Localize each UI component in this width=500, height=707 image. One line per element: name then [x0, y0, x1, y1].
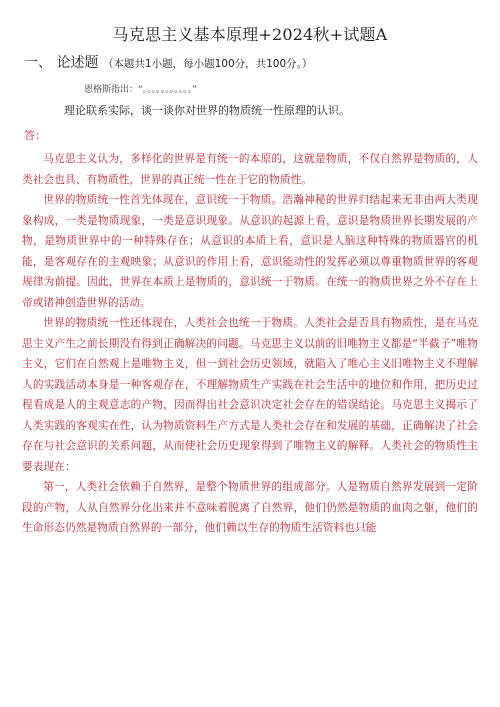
section-number: 一、: [24, 55, 52, 71]
document-title: 马克思主义基本原理+2024秋+试题A: [112, 25, 388, 44]
section-note: （本题共1小题，每小题100分，共100分。）: [102, 58, 313, 70]
answer-label: 答：: [24, 129, 46, 142]
question-text: 理论联系实际，谈一谈你对世界的物质统一性原理的认识。: [64, 104, 350, 117]
section-name: 论述题: [56, 55, 99, 71]
answer-paragraph-2: 世界的物质统一性首先体现在，意识统一于物质。浩瀚神秘的世界归结起来无非由两大类现象构成，一类是物质现象，一类是意识现象。从意识的起源上看，意识是物质世界长期发展的产物，是物质世界中的一种特殊存在；从意识的本质上看，意识是人脑这种特殊的物质器官的机能，是客观存在的主观映象；从意识的作用上看，意识能动性的发挥必须以尊重物质世界的客观规律为前提。因此，世界在本质上是物质的，意识统一于物质。在统一的物质世界之外不存在上帝或诸神创造世界的活动。: [22, 194, 478, 309]
section-heading: [24, 52, 478, 72]
quote-line: 恩格斯指出：“。。。。。。。。。。。”: [84, 85, 197, 95]
answer-paragraph-4: 第一，人类社会依赖于自然界，是整个物质世界的组成部分。人是物质自然界发展到一定阶段的产物，人从自然界分化出来并不意味着脱离了自然界，他们仍然是物质的血肉之躯，他们的生命形态仍然是物质自然界的一部分，他们赖以生存的物质生活资料也只能: [22, 481, 478, 534]
answer-paragraph-3: 世界的物质统一性还体现在，人类社会也统一于物质。人类社会是否具有物质性，是在马克思主义产生之前长期没有得到正确解决的问题。马克思主义以前的旧唯物主义都是“半截子”唯物主义，它们在自然观上是唯物主义，但一到社会历史领域，就陷入了唯心主义旧唯物主义不理解人的实践活动本身是一种客观存在，不理解物质生产实践在社会生活中的地位和作用，把历史过程看成是人的主观意志的产物，因而得出社会意识决定社会存在的错误结论。马克思主义揭示了人类实践的客观实在性，认为物质资料生产方式是人类社会存在和发展的基础，正确解决了社会存在与社会意识的关系问题，从而使社会历史现象得到了唯物主义的解释。人类社会的物质性主要表现在：: [22, 317, 478, 473]
answer-paragraph-1: 马克思主义认为，多样化的世界是有统一的本原的，这就是物质，不仅自然界是物质的，人类社会也具、有物质性，世界的真正统一性在于它的物质性。: [22, 153, 478, 186]
